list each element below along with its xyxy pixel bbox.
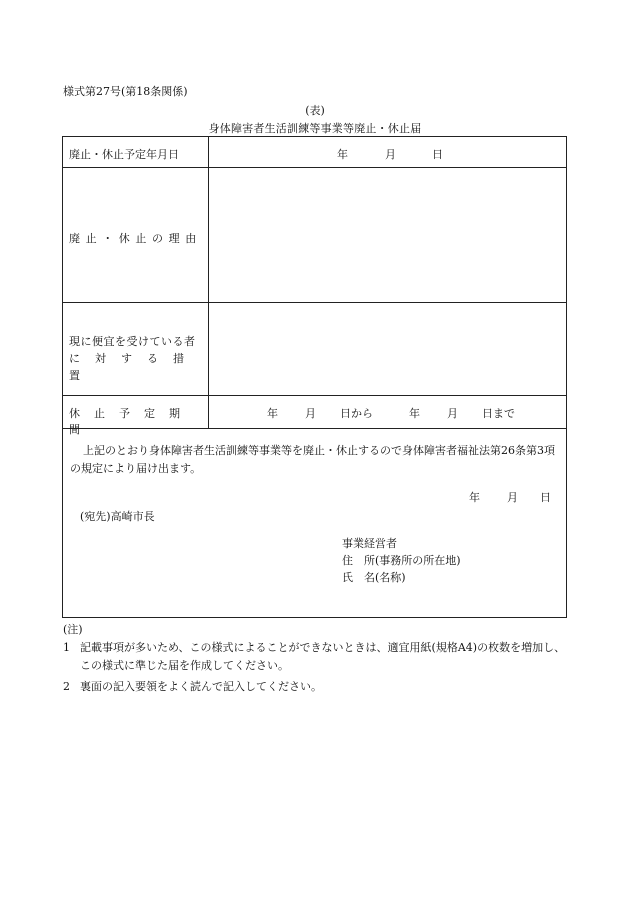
measures-label [69, 333, 204, 384]
measures-label-line1: 現に便宜を受けている者 [69, 335, 196, 348]
operator-name-label: 氏 名(名称) [342, 571, 406, 584]
operator-block [342, 535, 461, 586]
reason-field[interactable] [209, 168, 566, 302]
row-divider [63, 395, 566, 396]
declaration-text: 上記のとおり身体障害者生活訓練等事業等を廃止・休止するので身体障害者福祉法第26条第3項の規定により届け出ます。 [70, 444, 555, 475]
operator-heading: 事業経営者 [342, 537, 397, 550]
measures-label-line2: に対する措置 [69, 352, 199, 382]
period-from-month: 月 [305, 407, 316, 420]
form-title: 身体障害者生活訓練等事業等廃止・休止届 [208, 122, 422, 135]
note-number: 1 [63, 641, 70, 654]
note-number: 2 [63, 680, 70, 693]
planned-date-year: 年 [337, 148, 348, 161]
planned-date-label-text: 廃止・休止予定年月日 [69, 148, 179, 161]
measures-field[interactable] [209, 303, 566, 395]
reason-label: 廃止・休止の理由 [69, 232, 202, 245]
period-to-month: 月 [447, 407, 458, 420]
note-item [63, 678, 573, 696]
note-text: 記載事項が多いため、この様式によることができないときは、適宜用紙(規格A4)の枚数を増加し、この様式に準じた届を作成してください。 [80, 641, 566, 672]
form-table [62, 136, 567, 618]
planned-date-label [69, 146, 204, 162]
period-to-day: 日まで [482, 407, 515, 420]
addressee: (宛先)高崎市長 [80, 510, 155, 523]
declaration-date-month: 月 [507, 491, 518, 504]
side-label: (表) [305, 104, 325, 117]
planned-date-day: 日 [432, 148, 443, 161]
note-item [63, 639, 573, 675]
period-from-day: 日から [340, 407, 373, 420]
note-text: 裏面の記入要領をよく読んで記入してください。 [80, 680, 322, 693]
operator-address-label: 住 所(事務所の所在地) [342, 554, 461, 567]
declaration-date-year: 年 [469, 491, 480, 504]
planned-date-month: 月 [385, 148, 396, 161]
period-from-year: 年 [267, 407, 278, 420]
form-number: 様式第27号(第18条関係) [63, 85, 188, 98]
notes-heading: (注) [63, 623, 83, 636]
period-to-year: 年 [409, 407, 420, 420]
suspension-period-label: 休止予定期間 [69, 407, 194, 436]
declaration-date-day: 日 [540, 491, 551, 504]
notes-section [63, 621, 573, 696]
